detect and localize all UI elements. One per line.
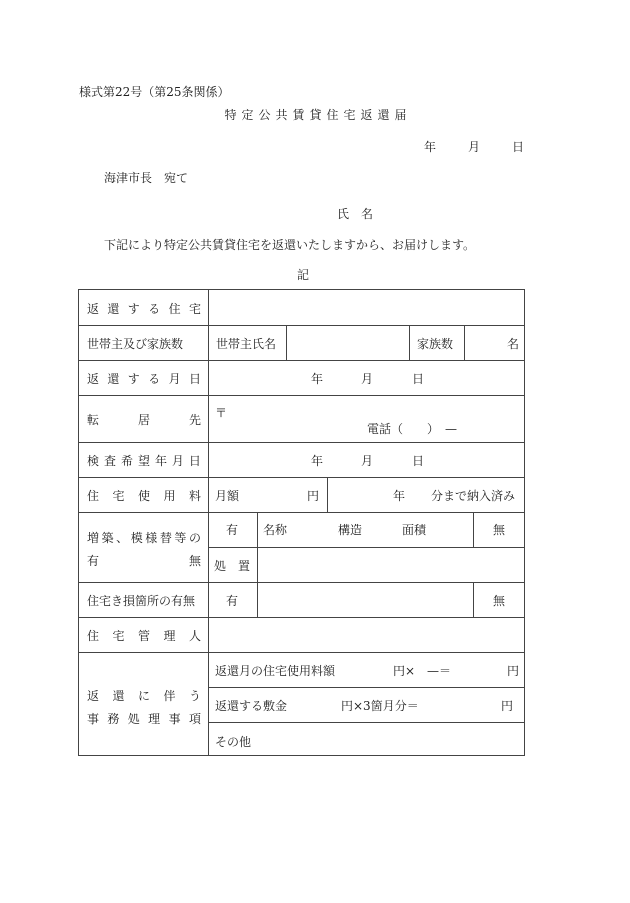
damage-label: 住宅き損箇所の有無 bbox=[87, 594, 196, 608]
alteration-structure-col: 構造 bbox=[338, 523, 363, 537]
column-divider bbox=[257, 512, 258, 582]
ki-label: 記 bbox=[297, 268, 310, 282]
other-label: その他 bbox=[215, 735, 252, 749]
disposal-label: 処 置 bbox=[214, 559, 251, 573]
damage-have: 有 bbox=[226, 594, 239, 608]
postal-mark: 〒 bbox=[215, 406, 228, 420]
form-number: 様式第22号（第25条関係） bbox=[79, 85, 230, 99]
column-divider bbox=[286, 325, 287, 360]
family-count-label: 家族数 bbox=[417, 337, 454, 351]
row-divider bbox=[79, 582, 524, 583]
submission-date bbox=[424, 138, 524, 155]
alteration-label: 増 築 、 模 様 替 等 の bbox=[87, 531, 201, 545]
housing-manager-label: 住 宅 管 理 人 bbox=[87, 629, 201, 643]
housing-fee-label: 住 宅 使 用 料 bbox=[87, 489, 201, 503]
paid-until-label: 分まで納入済み bbox=[431, 489, 516, 503]
alteration-name-col: 名称 bbox=[263, 523, 288, 537]
phone-label: 電話（ ） — bbox=[367, 422, 458, 436]
date-month: 月 bbox=[468, 140, 481, 154]
alteration-label-line2: 有 無 bbox=[87, 554, 201, 568]
family-count-unit: 名 bbox=[507, 337, 520, 351]
row-divider bbox=[79, 617, 524, 618]
returned-housing-label: 返 還 す る 住 宅 bbox=[87, 302, 201, 316]
alteration-none: 無 bbox=[493, 523, 506, 537]
alteration-area-col: 面積 bbox=[402, 523, 427, 537]
row-divider bbox=[208, 722, 524, 723]
column-divider bbox=[327, 477, 328, 512]
household-head-name-label: 世帯主氏名 bbox=[216, 337, 277, 351]
row-divider bbox=[79, 477, 524, 478]
new-address-label: 転 居 先 bbox=[87, 413, 201, 427]
return-procedure-label: 返 還 に 伴 う bbox=[87, 689, 201, 703]
row-divider bbox=[79, 360, 524, 361]
column-divider bbox=[409, 325, 410, 360]
return-date-day: 日 bbox=[412, 372, 425, 386]
row-divider bbox=[208, 547, 524, 548]
deposit-formula: 円×3箇月分＝ bbox=[341, 699, 419, 713]
column-divider bbox=[208, 290, 209, 755]
document-title: 特定公共賃貸住宅返還届 bbox=[224, 108, 412, 122]
return-date-month: 月 bbox=[361, 372, 374, 386]
deposit-label: 返還する敷金 bbox=[215, 699, 288, 713]
row-divider bbox=[79, 325, 524, 326]
return-month-fee-formula: 円× —＝ bbox=[393, 664, 452, 678]
paid-year: 年 bbox=[393, 489, 406, 503]
inspection-date-year: 年 bbox=[311, 454, 324, 468]
column-divider bbox=[473, 582, 474, 617]
inspection-date-month: 月 bbox=[361, 454, 374, 468]
return-form-table bbox=[78, 289, 525, 756]
return-month-fee-yen: 円 bbox=[507, 664, 520, 678]
household-label: 世帯主及び家族数 bbox=[87, 337, 184, 351]
column-divider bbox=[257, 582, 258, 617]
return-procedure-label-line2: 事 務 処 理 事 項 bbox=[87, 712, 201, 726]
inspection-date-label: 検 査 希 望 年 月 日 bbox=[87, 454, 201, 468]
addressee: 海津市長 宛て bbox=[104, 171, 189, 185]
applicant-name-label: 氏 名 bbox=[337, 207, 374, 221]
statement-text: 下記により特定公共賃貸住宅を返還いたしますから、お届けします。 bbox=[104, 238, 476, 252]
date-day: 日 bbox=[512, 140, 525, 154]
return-month-fee-label: 返還月の住宅使用料額 bbox=[215, 664, 336, 678]
monthly-amount-label: 月額 bbox=[215, 489, 240, 503]
column-divider bbox=[473, 512, 474, 547]
row-divider bbox=[79, 652, 524, 653]
alteration-have: 有 bbox=[226, 523, 239, 537]
deposit-yen: 円 bbox=[501, 699, 514, 713]
return-date-label: 返 還 す る 月 日 bbox=[87, 372, 201, 386]
damage-none: 無 bbox=[493, 594, 506, 608]
row-divider bbox=[79, 512, 524, 513]
column-divider bbox=[464, 325, 465, 360]
inspection-date-day: 日 bbox=[412, 454, 425, 468]
row-divider bbox=[208, 687, 524, 688]
date-year: 年 bbox=[424, 140, 437, 154]
monthly-amount-yen: 円 bbox=[307, 489, 320, 503]
return-date-year: 年 bbox=[311, 372, 324, 386]
row-divider bbox=[79, 395, 524, 396]
row-divider bbox=[79, 442, 524, 443]
